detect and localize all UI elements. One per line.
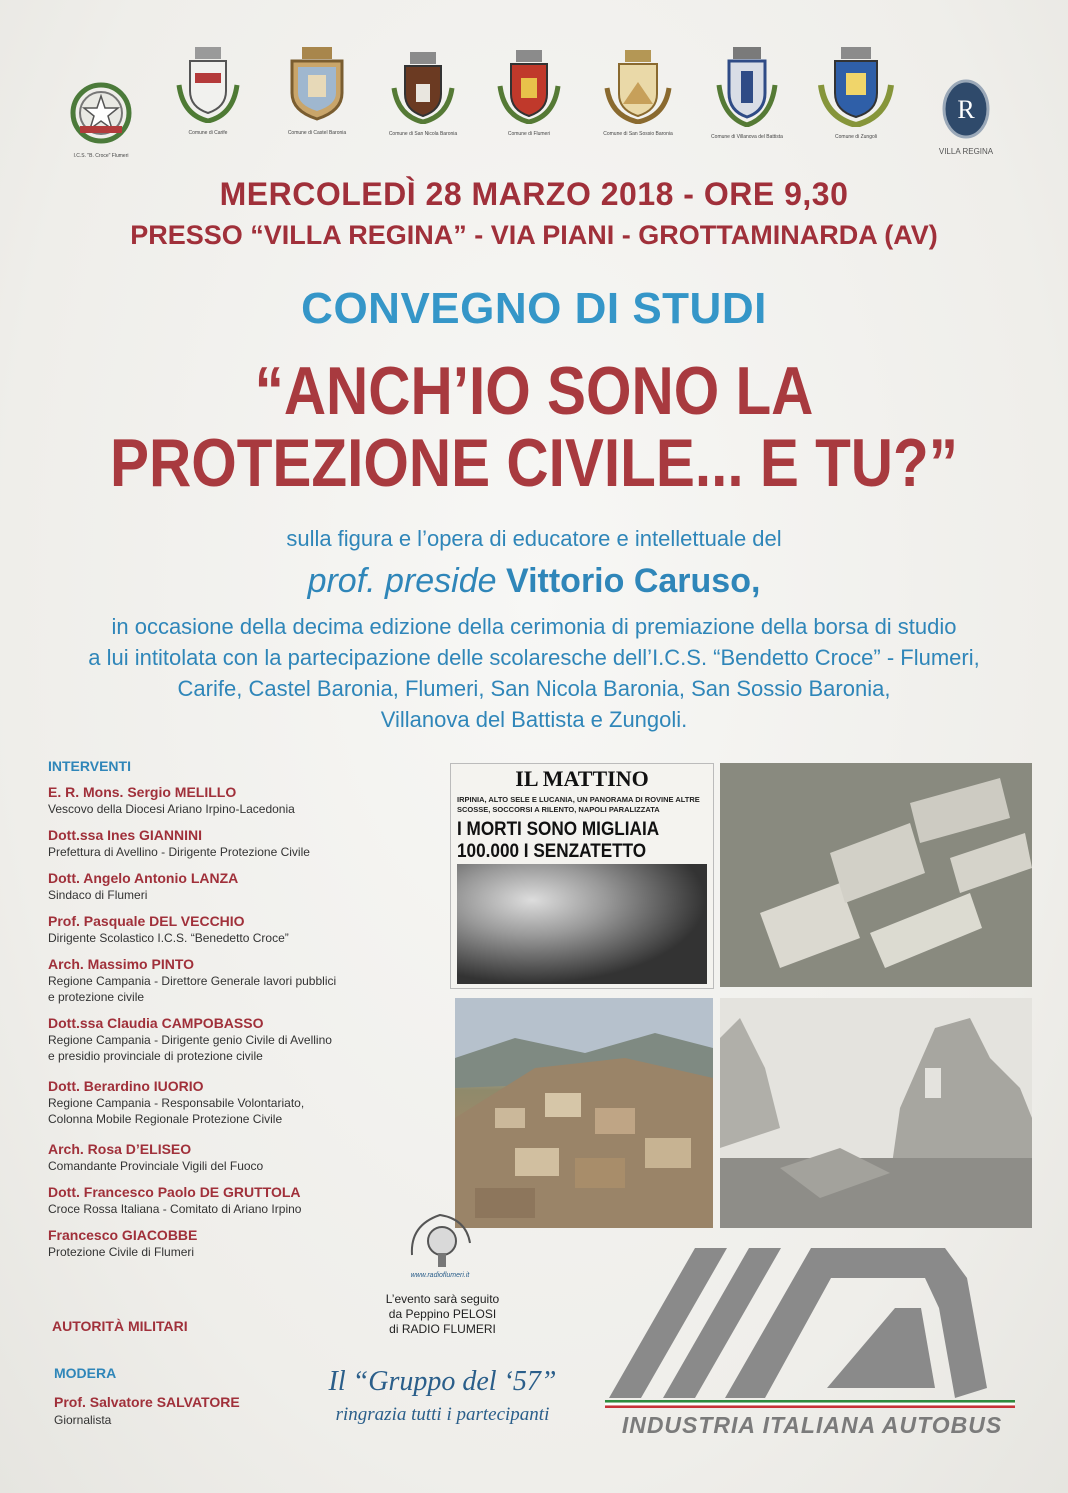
moderator-name: Prof. Salvatore SALVATORE xyxy=(54,1394,240,1410)
military-authorities: AUTORITÀ MILITARI xyxy=(52,1318,188,1334)
desc-line: in occasione della decima edizione della cerimonia di premiazione della borsa di studio xyxy=(111,614,957,639)
newspaper-photo xyxy=(450,763,714,989)
church-ruins-photo xyxy=(720,998,1032,1228)
speaker xyxy=(48,1227,388,1260)
logo-caption: I.C.S. "B. Croce" Flumeri xyxy=(73,153,129,159)
radio-note xyxy=(330,1292,555,1337)
radio-microphone-icon xyxy=(402,1205,478,1281)
logo-zungoli xyxy=(812,45,900,140)
radio-flumeri-logo xyxy=(402,1205,478,1281)
speaker-role: Comandante Provinciale Vigili del Fuoco xyxy=(48,1159,264,1173)
radio-note-line: da Peppino PELOSI xyxy=(388,1307,497,1321)
speaker-name: Dott. Berardino IUORIO xyxy=(48,1078,204,1094)
description xyxy=(0,611,1068,735)
logo-caption: Comune di Carife xyxy=(188,130,228,136)
iia-company-name: INDUSTRIA ITALIANA AUTOBUS xyxy=(621,1412,1003,1438)
prof-line xyxy=(0,562,1068,601)
title-line-2: PROTEZIONE CIVILE... E TU?” xyxy=(109,425,959,501)
gruppo-name: Il “Gruppo del ‘57” xyxy=(328,1366,557,1397)
interventi-heading: INTERVENTI xyxy=(48,758,131,774)
moderator-heading: MODERA xyxy=(54,1365,117,1381)
crest-icon xyxy=(284,45,350,123)
svg-text:R: R xyxy=(957,95,975,124)
desc-line: a lui intitolata con la partecipazione delle scolaresche dell’I.C.S. “Bendetto Croce” - Flumeri, xyxy=(88,645,980,670)
speaker-role: Sindaco di Flumeri xyxy=(48,888,148,902)
logo-castel-baronia xyxy=(278,45,356,136)
speaker xyxy=(48,1078,388,1127)
newspaper-subhead: IRPINIA, ALTO SELE E LUCANIA, UN PANORAMA DI ROVINE ALTRE SCOSSE, SOCCORSI A RILENTO, NAPOLI PARALIZZATA xyxy=(457,795,700,814)
newspaper-masthead: IL MATTINO xyxy=(515,766,649,791)
logo-caption: Comune di Flumeri xyxy=(507,131,551,137)
convegno-heading: CONVEGNO DI STUDI xyxy=(301,284,767,333)
gruppo-thanks-line: ringrazia tutti i partecipanti xyxy=(335,1404,550,1425)
speaker xyxy=(48,1015,388,1064)
logo-san-sossio-baronia xyxy=(596,48,680,137)
radio-note-line: di RADIO FLUMERI xyxy=(389,1322,496,1336)
town-drawing xyxy=(455,998,713,1228)
speaker-name: E. R. Mons. Sergio MELILLO xyxy=(48,784,237,800)
event-place: PRESSO “VILLA REGINA” - VIA PIANI - GROTTAMINARDA (AV) xyxy=(130,220,938,250)
speaker-role: Protezione Civile di Flumeri xyxy=(48,1245,195,1259)
radio-note-line: L’evento sarà seguito xyxy=(385,1292,500,1306)
desc-line: Villanova del Battista e Zungoli. xyxy=(380,707,688,732)
logo-caption: VILLA REGINA xyxy=(938,147,994,156)
speaker-name: Dott.ssa Ines GIANNINI xyxy=(48,827,203,843)
speaker xyxy=(48,827,388,860)
speaker-name: Arch. Rosa D’ELISEO xyxy=(48,1141,192,1157)
italian-republic-emblem-icon xyxy=(68,80,134,146)
aerial-collapsed-buildings-photo xyxy=(720,763,1032,987)
speaker-role: Prefettura di Avellino - Dirigente Protezione Civile xyxy=(48,845,310,859)
speaker xyxy=(48,913,388,946)
speaker-role: Colonna Mobile Regionale Protezione Civile xyxy=(48,1112,283,1126)
speaker xyxy=(48,956,388,1005)
logo-san-nicola-baronia xyxy=(383,50,463,137)
logo-villanova xyxy=(702,45,792,140)
speaker-name: Francesco GIACOBBE xyxy=(48,1227,198,1243)
speaker-role: e protezione civile xyxy=(48,990,145,1004)
speaker-role: Vescovo della Diocesi Ariano Irpino-Lacedonia xyxy=(48,802,295,816)
crest-icon xyxy=(815,45,897,127)
ruins-drawing xyxy=(720,998,1032,1228)
speaker-name: Dott.ssa Claudia CAMPOBASSO xyxy=(48,1015,264,1031)
speaker-role: Regione Campania - Direttore Generale lavori pubblici xyxy=(48,974,337,988)
speaker xyxy=(48,784,388,817)
moderator-role: Giornalista xyxy=(54,1413,112,1427)
villa-regina-logo-icon xyxy=(940,78,992,140)
event-title xyxy=(75,355,993,499)
logo-caption: Comune di San Sossio Baronia xyxy=(603,131,673,137)
logo-caption: Comune di Villanova del Battista xyxy=(711,134,783,140)
crest-icon xyxy=(173,45,243,123)
logo-caption: Comune di San Nicola Baronia xyxy=(388,131,458,137)
crest-icon xyxy=(390,50,456,124)
gruppo-thanks xyxy=(300,1366,585,1426)
iia-logo-icon xyxy=(595,1238,1025,1408)
buildings-drawing xyxy=(720,763,1032,987)
headline-line: I MORTI SONO MIGLIAIA xyxy=(457,818,660,840)
speaker-name: Dott. Angelo Antonio LANZA xyxy=(48,870,239,886)
logo-carife xyxy=(170,45,246,136)
speakers-list xyxy=(48,758,388,1267)
crest-icon xyxy=(603,48,673,124)
logo-caption: Comune di Castel Baronia xyxy=(287,130,347,136)
headline-line: 100.000 I SENZATETTO xyxy=(457,840,647,862)
event-date: MERCOLEDÌ 28 MARZO 2018 - ORE 9,30 xyxy=(219,176,849,212)
logo-villa-regina xyxy=(926,78,1006,156)
desc-line: Carife, Castel Baronia, Flumeri, San Nicola Baronia, San Sossio Baronia, xyxy=(177,676,891,701)
title-line-1: “ANCH’IO SONO LA xyxy=(254,353,814,429)
speaker xyxy=(48,870,388,903)
speaker xyxy=(48,1141,388,1174)
speaker-role: e presidio provinciale di protezione civile xyxy=(48,1049,263,1063)
logo-flumeri xyxy=(490,48,568,137)
prof-suffix: , xyxy=(750,562,761,600)
crest-icon xyxy=(496,48,562,124)
crest-icon xyxy=(715,45,779,127)
subtitle: sulla figura e l’opera di educatore e intellettuale del xyxy=(286,526,782,551)
newspaper-image xyxy=(457,864,707,984)
logo-ics xyxy=(62,80,140,159)
speaker-name: Dott. Francesco Paolo DE GRUTTOLA xyxy=(48,1184,301,1200)
speaker-role: Croce Rossa Italiana - Comitato di Ariano Irpino xyxy=(48,1202,302,1216)
prof-name: Vittorio Caruso xyxy=(506,562,751,600)
speaker-role: Regione Campania - Dirigente genio Civile di Avellino xyxy=(48,1033,332,1047)
speaker xyxy=(48,1184,388,1217)
prof-prefix: prof. preside xyxy=(307,562,507,600)
logo-caption: Comune di Zungoli xyxy=(835,134,877,140)
speaker-role: Regione Campania - Responsabile Volontariato, xyxy=(48,1096,305,1110)
hilltop-town-photo xyxy=(455,998,713,1228)
radio-logo-text: www.radioflumeri.it xyxy=(410,1272,470,1279)
speaker-name: Prof. Pasquale DEL VECCHIO xyxy=(48,913,245,929)
newspaper-headline xyxy=(457,818,677,862)
speaker-name: Arch. Massimo PINTO xyxy=(48,956,195,972)
speaker-role: Dirigente Scolastico I.C.S. “Benedetto Croce” xyxy=(48,931,289,945)
